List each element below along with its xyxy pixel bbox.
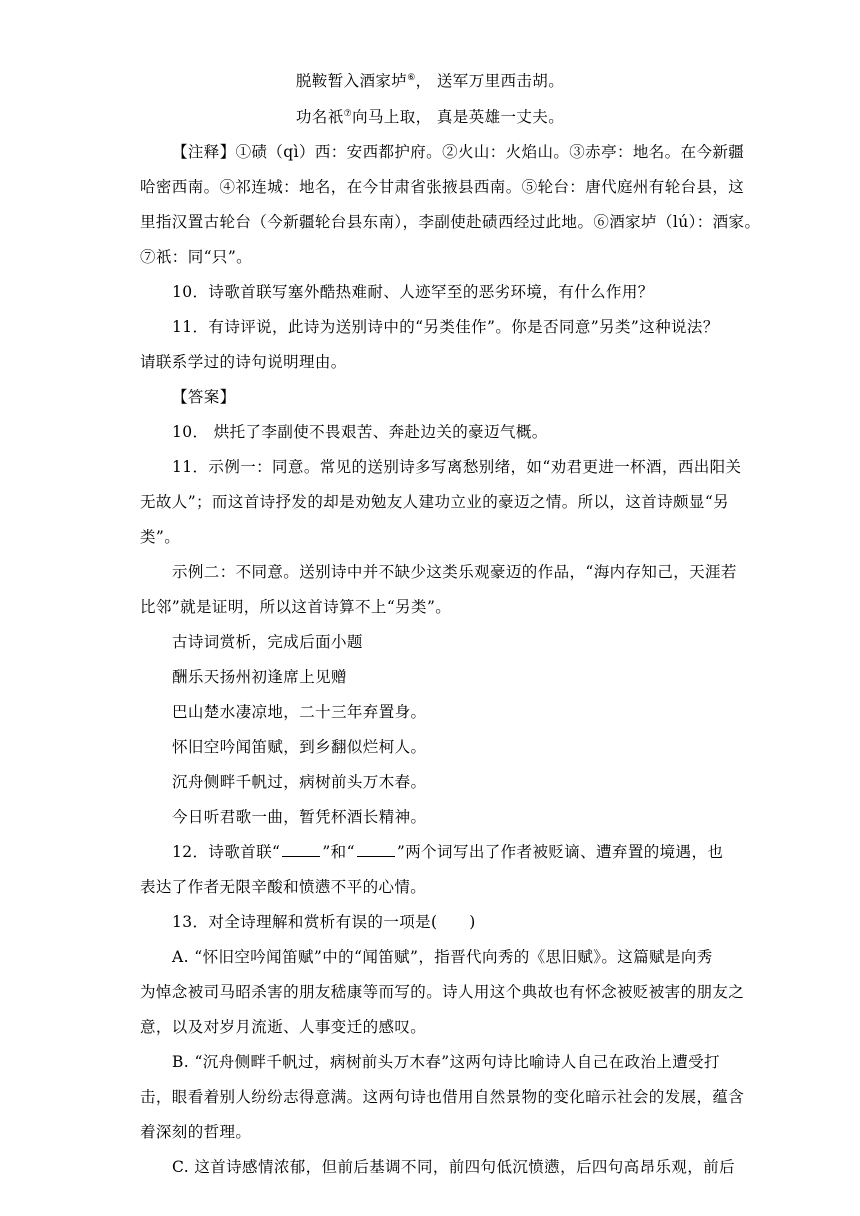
poem-verse-3: 沉舟侧畔千帆过，病树前头万木春。 xyxy=(172,773,427,791)
question-11-line-2: 请联系学过的诗句说明理由。 xyxy=(140,353,347,371)
poem-title: 酬乐天扬州初逢席上见赠 xyxy=(172,668,347,686)
question-12-line-2: 表达了作者无限辛酸和愤懑不平的心情。 xyxy=(140,878,427,896)
footnote-marker: ⑥ xyxy=(407,72,416,83)
answer-label: 【答案】 xyxy=(172,388,236,406)
option-b-line-1: B. “沉舟侧畔千帆过，病树前头万木春”这两句诗比喻诗人自己在政治上遭受打 xyxy=(172,1053,720,1071)
poem-verse-4: 今日听君歌一曲，暂凭杯酒长精神。 xyxy=(172,808,427,826)
option-a-line-3: 意，以及对岁月流逝、人事变迁的感叹。 xyxy=(140,1018,427,1036)
poem-line-1-text-a: 脱鞍暂入酒家垆 xyxy=(295,72,408,90)
footnote-marker: ⑦ xyxy=(343,108,353,119)
option-b-line-3: 着深刻的哲理。 xyxy=(140,1123,252,1141)
answer-blank-2 xyxy=(357,842,395,857)
question-10: 10．诗歌首联写塞外酷热难耐、人迹罕至的恶劣环境，有什么作用？ xyxy=(172,283,654,301)
answer-11-line-5: 比邻”就是证明，所以这首诗算不上“另类”。 xyxy=(140,598,452,616)
answer-10: 10． 烘托了李副使不畏艰苦、奔赴边关的豪迈气概。 xyxy=(172,423,548,441)
question-12-text-c: ”两个词写出了作者被贬谪、遭弃置的境遇，也 xyxy=(396,843,724,861)
option-b-line-2: 击，眼看着别人纷纷志得意满。这两句诗也借用自然景物的变化暗示社会的发展，蕴含 xyxy=(140,1088,745,1106)
answer-11-line-1: 11．示例一：同意。常见的送别诗多写离愁别绪，如“劝君更进一杯酒，西出阳关 xyxy=(172,458,742,476)
poem-line-2-text-a: 功名祇 xyxy=(295,108,344,126)
notes-line-3: 里指汉置古轮台（今新疆轮台县东南），李副使赴碛西经过此地。⑥酒家垆（lú）：酒家。 xyxy=(140,213,761,231)
notes-line-1: 【注释】①碛（qì）西：安西都护府。②火山：火焰山。③赤亭：地名。在今新疆 xyxy=(172,143,745,161)
poem-verse-2: 怀旧空吟闻笛赋，到乡翻似烂柯人。 xyxy=(172,738,427,756)
question-12-text-b: ”和“ xyxy=(322,843,355,861)
section-intro: 古诗词赏析，完成后面小题 xyxy=(172,633,363,651)
notes-line-2: 哈密西南。④祁连城：地名，在今甘肃省张掖县西南。⑤轮台：唐代庭州有轮台县，这 xyxy=(140,178,745,196)
option-a-line-2: 为悼念被司马昭杀害的朋友嵇康等而写的。诗人用这个典故也有怀念被贬被害的朋友之 xyxy=(140,983,745,1001)
option-a-line-1: A. “怀旧空吟闻笛赋”中的“闻笛赋”，指晋代向秀的《思旧赋》。这篇赋是向秀 xyxy=(172,948,713,966)
poem-line-2-text-b: 向马上取， 真是英雄一丈夫。 xyxy=(352,108,565,126)
poem-verse-1: 巴山楚水凄凉地，二十三年弃置身。 xyxy=(172,703,427,721)
question-12-line-1 xyxy=(172,841,723,863)
question-11-line-1: 11．有诗评说，此诗为送别诗中的“另类佳作”。你是否同意”另类”这种说法？ xyxy=(172,318,719,336)
notes-line-4: ⑦祇：同“只”。 xyxy=(140,248,253,266)
poem-line-1-text-b: ， 送军万里西击胡。 xyxy=(415,72,565,90)
answer-blank-1 xyxy=(282,842,320,857)
option-c-line-1: C. 这首诗感情浓郁，但前后基调不同，前四句低沉愤懑，后四句高昂乐观，前后 xyxy=(172,1158,735,1176)
question-12-text-a: 12．诗歌首联“ xyxy=(172,843,281,861)
poem-line-1 xyxy=(0,70,860,92)
answer-11-line-3: 类”。 xyxy=(140,528,181,546)
poem-line-2 xyxy=(0,106,860,128)
answer-11-line-4: 示例二：不同意。送别诗中并不缺少这类乐观豪迈的作品，“海内存知己，天涯若 xyxy=(172,563,737,581)
answer-11-line-2: 无故人”；而这首诗抒发的却是劝勉友人建功立业的豪迈之情。所以，这首诗颇显“另 xyxy=(140,493,730,511)
question-13: 13．对全诗理解和赏析有误的一项是( ) xyxy=(172,913,476,931)
